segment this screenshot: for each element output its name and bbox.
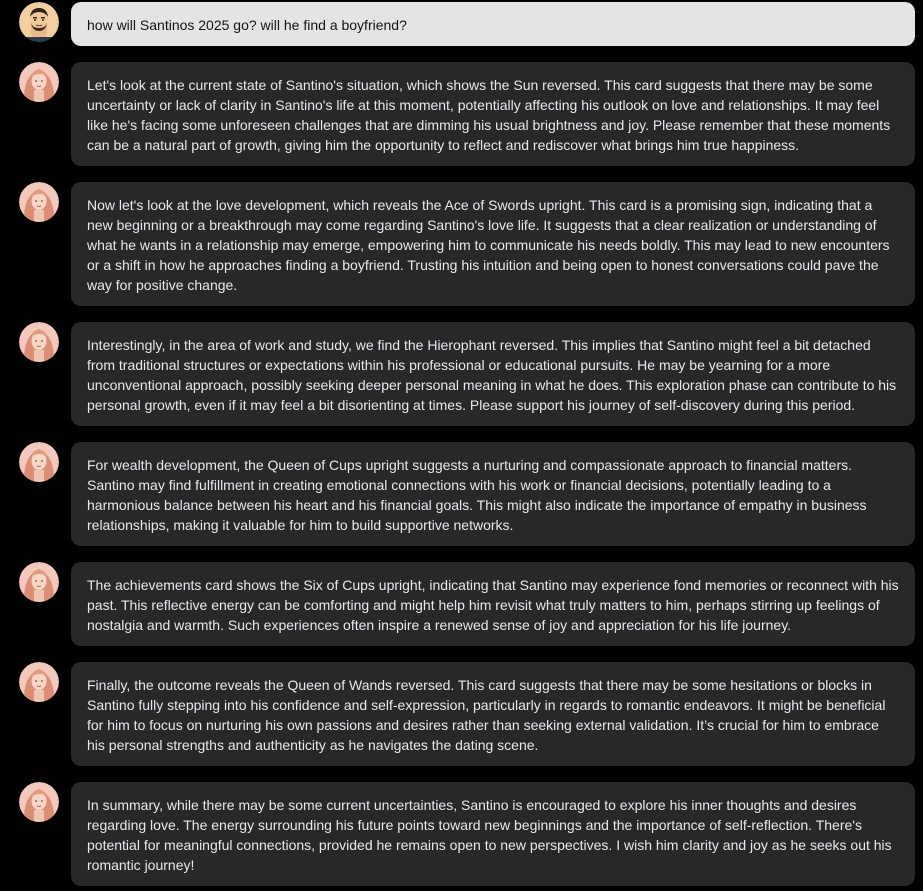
assistant-avatar-icon [19, 662, 59, 702]
chat-bubble-assistant [71, 782, 915, 886]
user-avatar-icon [19, 2, 59, 42]
chat-bubble-assistant [71, 322, 915, 426]
assistant-avatar-icon [19, 782, 59, 822]
message-text: Interestingly, in the area of work and study, we find the Hierophant reversed. This implies that Santino might feel a bit detached from traditional structures or expectations within his professional or educational pursuits. He may be yearning for a more unconventional approach, possibly seeking deeper personal meaning in what he does. This exploration phase can contribute to his personal growth, even if it may feel a bit disorienting at times. Please support his journey of self-discovery during this period. [87, 337, 897, 413]
assistant-avatar-icon [19, 62, 59, 102]
message-text: The achievements card shows the Six of Cups upright, indicating that Santino may experience fond memories or reconnect with his past. This reflective energy can be comforting and might help him revisit what truly matters to him, perhaps stirring up feelings of nostalgia and warmth. Such experiences often inspire a renewed sense of joy and appreciation for his life journey. [87, 577, 899, 633]
message-text: Now let's look at the love development, which reveals the Ace of Swords upright. This card is a promising sign, indicating that a new beginning or a breakthrough may come regarding Santino's love life. It suggests that a clear realization or understanding of what he wants in a relationship may emerge, empowering him to communicate his needs boldly. This may lead to new encounters or a shift in how he approaches finding a boyfriend. Trusting his intuition and being open to honest conversations could pave the way for positive change. [87, 197, 890, 293]
message-text: Let's look at the current state of Santino's situation, which shows the Sun reversed. This card suggests that there may be some uncertainty or lack of clarity in Santino's life at this moment, potentially affecting his outlook on love and relationships. It may feel like he's facing some unforeseen challenges that are dimming his usual brightness and joy. Please remember that these moments can be a natural part of growth, giving him the opportunity to reflect and rediscover what brings him true happiness. [87, 77, 891, 153]
message-text: For wealth development, the Queen of Cups upright suggests a nurturing and compassionate approach to financial matters. Santino may find fulfillment in creating emotional connections with his work or financial decisions, potentially leading to a harmonious balance between his heart and his financial goals. This might also indicate the importance of empathy in business relationships, making it valuable for him to build supportive networks. [87, 457, 867, 533]
assistant-avatar-icon [19, 562, 59, 602]
chat-bubble-assistant [71, 62, 915, 166]
assistant-avatar-icon [19, 442, 59, 482]
chat-bubble-assistant [71, 442, 915, 546]
message-text: Finally, the outcome reveals the Queen of Wands reversed. This card suggests that there may be some hesitations or blocks in Santino fully stepping into his confidence and self-expression, particularly in regards to romantic endeavors. It might be beneficial for him to focus on nurturing his own passions and desires rather than seeking external validation. It’s crucial for him to embrace his personal strengths and authenticity as he navigates the dating scene. [87, 677, 886, 753]
assistant-avatar-icon [19, 322, 59, 362]
chat-bubble-assistant [71, 562, 915, 646]
message-text: In summary, while there may be some current uncertainties, Santino is encouraged to explore his inner thoughts and desires regarding love. The energy surrounding his future points toward new beginnings and the importance of self-reflection. There's potential for meaningful connections, provided he remains open to new perspectives. I wish him clarity and joy as he seeks out his romantic journey! [87, 797, 892, 873]
assistant-avatar-icon [19, 182, 59, 222]
message-text: how will Santinos 2025 go? will he find a boyfriend? [87, 17, 407, 33]
chat-bubble-assistant [71, 662, 915, 766]
chat-bubble-user [71, 2, 915, 46]
chat-bubble-assistant [71, 182, 915, 306]
